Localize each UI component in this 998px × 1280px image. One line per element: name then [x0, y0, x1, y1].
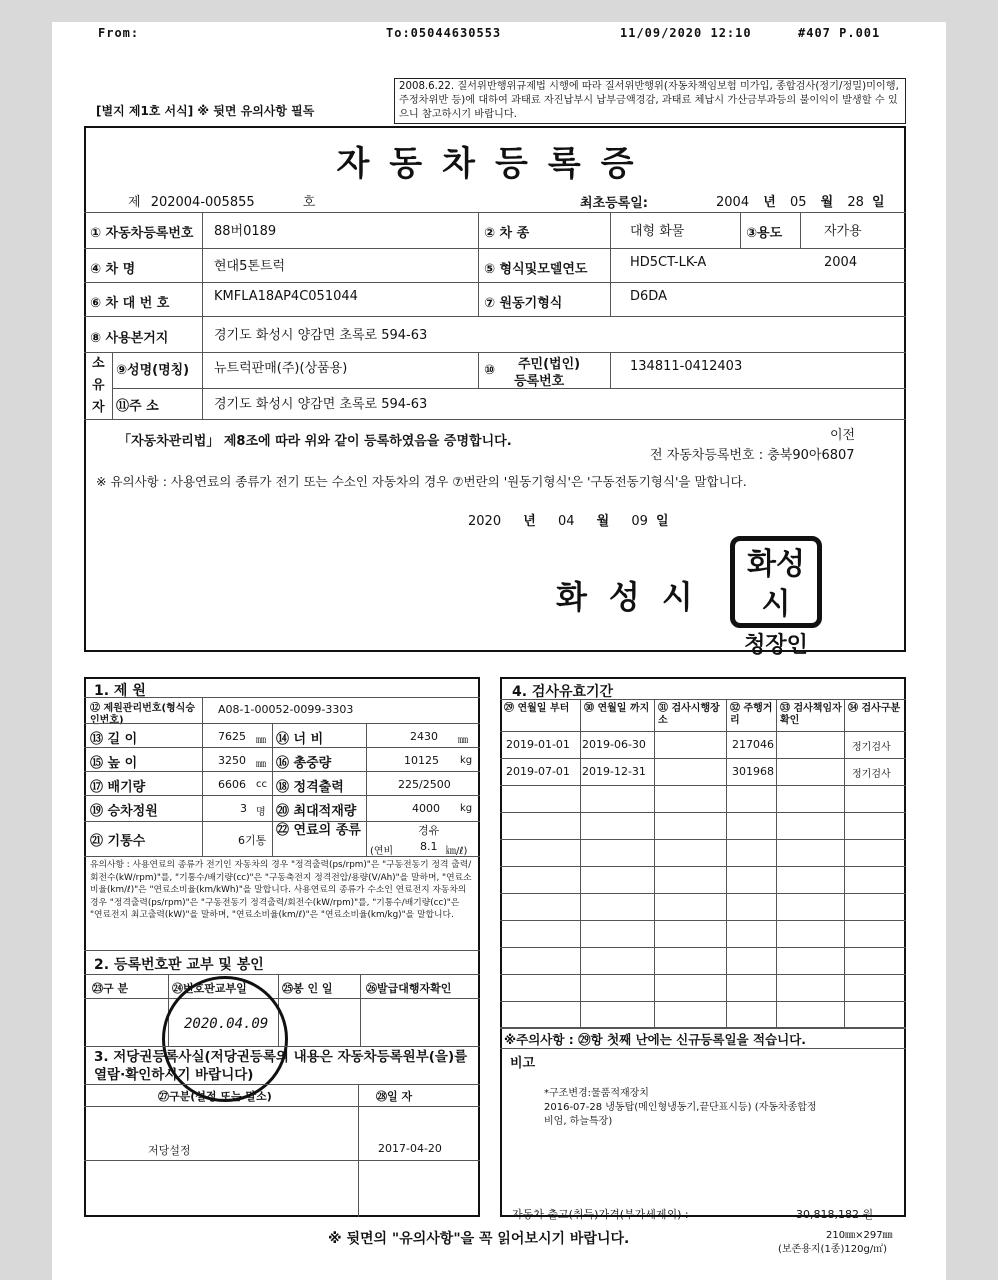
prev-label: 이전	[830, 428, 856, 443]
spec-mgmt: A08-1-00052-0099-3303	[218, 703, 354, 716]
inspection-cell-from: 2019-01-01	[506, 738, 570, 751]
inspection-footer: ※주의사항 : ㉙항 첫째 난에는 신규등록일을 적습니다.	[504, 1032, 807, 1047]
plate-label: ① 자동차등록번호	[90, 226, 194, 241]
power-value: 225/2500	[398, 778, 451, 791]
first-reg-day: 28	[847, 195, 864, 210]
weight-value: 10125	[404, 754, 439, 767]
row-plate	[84, 212, 906, 248]
mortgage-type: 저당설정	[148, 1144, 191, 1157]
pi-v3	[360, 974, 361, 1046]
cyl-value: 6기통	[238, 834, 267, 847]
issue-d: 일	[656, 514, 669, 529]
inspection-row-line	[500, 1001, 906, 1002]
seats-unit: 명	[256, 807, 266, 818]
ins-v1	[580, 699, 581, 1027]
row-name	[84, 248, 906, 282]
vline-6	[478, 352, 479, 388]
type-label: ② 차 종	[484, 226, 530, 241]
load-unit: kg	[460, 803, 473, 814]
inspection-heading: 4. 검사유효기간	[512, 684, 614, 700]
vline-4	[740, 212, 741, 248]
width-unit: ㎜	[458, 735, 468, 746]
ins-col-3: ㉛ 검사시행장소	[658, 703, 720, 726]
first-reg-label: 최초등록일:	[580, 196, 648, 211]
fax-header	[52, 24, 946, 44]
bottom-note: ※ 뒷면의 "유의사항"을 꼭 읽어보시기 바랍니다.	[328, 1231, 630, 1247]
page-title: 자동차등록증	[336, 144, 654, 184]
pi-col-2: ㉔번호판교부일	[172, 982, 247, 995]
issue-month: 04	[557, 514, 575, 529]
length-unit: ㎜	[256, 735, 266, 746]
length-value: 7625	[218, 730, 246, 743]
seats-label: ⑲ 승차정원	[90, 804, 158, 819]
weight-label: ⑯ 총중량	[276, 756, 332, 771]
ins-col-4: ㉜ 주행거리	[730, 703, 773, 726]
first-reg-year: 2004	[716, 195, 750, 210]
first-reg-y: 년	[763, 195, 776, 210]
owner-side-label: 소유자	[92, 356, 105, 415]
issue-day: 09	[631, 514, 648, 529]
inspection-row-line	[500, 812, 906, 813]
inspection-cell-km: 301968	[732, 765, 774, 778]
spec-h3	[84, 771, 480, 772]
spec-h0	[84, 697, 480, 698]
model-value: HD5CT-LK-A	[630, 255, 707, 270]
fuel-eff-unit: ㎞/ℓ)	[446, 846, 468, 857]
top-border	[0, 0, 998, 22]
fax-from: From:	[98, 26, 140, 40]
inspection-cell-km: 217046	[732, 738, 774, 751]
vin-label: ⑥ 차 대 번 호	[90, 296, 170, 311]
fax-datetime: 11/09/2020 12:10	[620, 26, 752, 40]
caution-text: ※ 유의사항 : 사용연료의 종류가 전기 또는 수소인 자동차의 경우 ⑦번란의 '원동기형식'은 '구동전동기형식'을 말합니다.	[96, 474, 747, 489]
cyl-label: ㉑ 기통수	[90, 834, 146, 849]
model-label: ⑤ 형식및모델연도	[484, 262, 588, 277]
mg-v1	[358, 1084, 359, 1217]
pi-col-3: ㉕봉 인 일	[282, 982, 333, 995]
fax-to: To:05044630553	[386, 26, 502, 40]
inspection-row-line	[500, 866, 906, 867]
vin-value: KMFLA18AP4C051044	[214, 289, 358, 304]
prev-plate: 전 자동차등록번호 : 충북90아6807	[650, 448, 855, 463]
weight-unit: kg	[460, 755, 473, 766]
left-border	[0, 0, 52, 1280]
first-reg-d: 일	[872, 195, 885, 210]
fuel-eff-label: (연비	[370, 846, 394, 857]
hline-owner	[112, 388, 906, 389]
inspection-row-line	[500, 947, 906, 948]
reg-no	[128, 191, 315, 210]
spec-v1	[202, 697, 203, 856]
inspection-row-line	[500, 1028, 906, 1029]
engine-label: ⑦ 원동기형식	[484, 296, 563, 311]
vline-2	[478, 212, 479, 316]
mortgage-date: 2017-04-20	[378, 1142, 442, 1155]
inspection-row-line	[500, 893, 906, 894]
inspection-row-line	[500, 758, 906, 759]
vline-3	[610, 212, 611, 316]
certify-text: 「자동차관리법」 제8조에 따라 위와 같이 등록하였음을 증명합니다.	[118, 434, 512, 449]
ins-h-foot	[500, 1027, 906, 1028]
mg-h2	[84, 1106, 480, 1107]
id-value: 134811-0412403	[630, 359, 743, 374]
issue-m: 월	[596, 514, 610, 529]
ins-col-1: ㉙ 연월일 부터	[504, 703, 570, 714]
vline-5	[800, 212, 801, 248]
mg-h3	[84, 1160, 480, 1161]
price-label: 자동차 출고(취득)가격(부가세제외) :	[512, 1208, 689, 1221]
remarks-line-1: *구조변경:물품적재장치	[544, 1088, 649, 1099]
price-value: 30,818,182 원	[796, 1208, 874, 1221]
length-label: ⑬ 길 이	[90, 732, 138, 747]
official-stamp	[730, 536, 822, 658]
ins-h-foot2	[500, 1048, 906, 1049]
fuel-label: ㉒ 연료의 종류	[276, 823, 361, 838]
issue-date	[468, 510, 669, 529]
use-label: ③용도	[746, 226, 783, 241]
vline-7	[610, 352, 611, 388]
spec-mgmt-label: ⑫ 제원관리번호(형식승인번호)	[90, 703, 195, 726]
fuel-value: 경유	[418, 824, 440, 837]
base-value: 경기도 화성시 양감면 초록로 594-63	[214, 328, 428, 343]
load-label: ⑳ 최대적재량	[276, 804, 357, 819]
ins-v3	[726, 699, 727, 1027]
pi-h3	[84, 1046, 480, 1047]
inspection-cell-from: 2019-07-01	[506, 765, 570, 778]
addr-value: 경기도 화성시 양감면 초록로 594-63	[214, 397, 428, 412]
addr-label: ⑪주 소	[116, 399, 159, 414]
width-label: ⑭ 너 비	[276, 732, 324, 747]
pi-col-4: ㉖발급대행자확인	[366, 982, 452, 995]
type-value: 대형 화물	[630, 224, 685, 239]
plate-value: 88버0189	[214, 224, 277, 239]
disp-label: ⑰ 배기량	[90, 780, 146, 795]
spec-h6	[84, 856, 480, 857]
first-reg-m: 월	[820, 195, 834, 210]
load-value: 4000	[412, 802, 440, 815]
stamp-line-1: 화성시	[747, 547, 805, 622]
stamp-line-2: 청장인	[744, 632, 808, 658]
ins-col-6: ㉞ 검사구분	[848, 703, 901, 714]
height-unit: ㎜	[256, 759, 266, 770]
row-base	[84, 316, 906, 352]
first-reg-month: 05	[789, 195, 807, 210]
fuel-eff-value: 8.1	[420, 840, 438, 853]
remarks-label: 비고	[510, 1056, 536, 1071]
width-value: 2430	[410, 730, 438, 743]
spec-h2	[84, 747, 480, 748]
spec-note: 유의사항 : 사용연료의 종류가 전기인 자동차의 경우 "정격출력(ps/rpm)"은 "구동전동기 정격 출력/회전수(kW/rpm)"를, "기통수/배기량(cc)"은 "구동축전지 정격전압/용량(V/Ah)"을 말하며, "연료소비율(km/ℓ)"은 "연료소비율(km/kWh)"을 말합니다. 사용연료의 종류가 수소인 연료전지 자동차의 경우 "정격출력(ps/rpm)"은 "구동전동기 정격출력/회전수(kW/rpm)"를, "기통수/배기량(cc)"은 "연료전지 최고출력(kW)"을 말하며, "연료소비율(km/ℓ)"은 "연료소비율(km/kg)"을 말합니다.	[90, 860, 472, 921]
reg-no-value: 202004-005855	[150, 195, 255, 210]
mg-col-2: ㉘일 자	[376, 1090, 413, 1103]
inspection-row-line	[500, 785, 906, 786]
notice-box: 2008.6.22. 질서위반행위규제법 시행에 따라 질서위반행위(자동차책임보험 미가입, 종합검사(정기/정밀)미이행, 주정차위반 등)에 대하여 과태료 자진납부시 납부금액경감, 과태료 체납시 가산금부과등의 불이익이 발생할 수 있으니 참고하시기 바랍니다.	[394, 78, 906, 124]
pi-h2	[84, 998, 480, 999]
owner-name-label: ⑨성명(명칭)	[116, 363, 190, 378]
fax-page: #407 P.001	[798, 26, 881, 40]
spec-v2	[272, 723, 273, 856]
ins-col-5: ㉝ 검사책임자 확인	[780, 703, 842, 726]
form-label: [별지 제1호 서식] ※ 뒷면 유의사항 필독	[96, 104, 315, 118]
name-value: 현대5톤트럭	[214, 259, 286, 274]
engine-value: D6DA	[630, 289, 667, 304]
ins-h0	[500, 699, 906, 700]
id-label-2: 등록번호	[514, 374, 565, 389]
height-label: ⑮ 높 이	[90, 756, 138, 771]
seats-value: 3	[240, 802, 247, 815]
inspection-cell-to: 2019-12-31	[582, 765, 646, 778]
ins-v5	[844, 699, 845, 1027]
mortgage-heading: 3. 저당권등록사실(저당권등록의 내용은 자동차등록원부(을)를 열람·확인하시기 바랍니다)	[94, 1049, 468, 1083]
name-label: ④ 차 명	[90, 262, 136, 277]
reg-no-prefix: 제	[128, 195, 141, 210]
use-value: 자가용	[824, 224, 862, 239]
ins-v2	[654, 699, 655, 1027]
inspection-cell-to: 2019-06-30	[582, 738, 646, 751]
ins-h1	[500, 731, 906, 732]
issue-y: 년	[523, 514, 536, 529]
remarks-line-3: 비엄, 하늘특장)	[544, 1116, 613, 1127]
mg-h1	[84, 1084, 480, 1085]
spec-h1	[84, 723, 480, 724]
inspection-cell-kind: 정기검사	[852, 769, 891, 780]
power-label: ⑱ 정격출력	[276, 780, 344, 795]
ins-col-2: ㉚ 연월일 까지	[584, 703, 650, 714]
disp-value: 6606	[218, 778, 246, 791]
inspection-row-line	[500, 920, 906, 921]
model-year: 2004	[824, 255, 858, 270]
spec-h7	[84, 950, 480, 951]
vline-owner	[112, 352, 113, 420]
id-circle: ⑩	[484, 363, 496, 378]
issuer-name: 화성시	[556, 578, 715, 616]
ins-v4	[776, 699, 777, 1027]
first-reg-date	[716, 191, 885, 210]
paper-kind: (보존용지(1종)120g/㎡)	[778, 1244, 888, 1255]
remarks-line-2: 2016-07-28 냉동탑(메인형냉동기,끝단표시등) (자동차종합정	[544, 1102, 817, 1113]
mg-col-1: ㉗구분(설정 또는 말소)	[158, 1090, 272, 1103]
owner-name-value: 뉴트럭판매(주)(상품용)	[214, 361, 348, 376]
pi-h1	[84, 974, 480, 975]
plate-issue-heading: 2. 등록번호판 교부 및 봉인	[94, 957, 264, 973]
disp-unit: cc	[256, 779, 267, 790]
reg-no-suffix: 호	[302, 195, 316, 210]
inspection-cell-kind: 정기검사	[852, 742, 891, 753]
id-label-1: 주민(법인)	[518, 357, 581, 372]
row-vin	[84, 282, 906, 316]
pi-col-1: ㉓구 분	[92, 982, 129, 995]
row-owner	[84, 352, 906, 420]
height-value: 3250	[218, 754, 246, 767]
right-border	[946, 0, 998, 1280]
inspection-row-line	[500, 839, 906, 840]
issue-year: 2020	[468, 514, 502, 529]
seal-date: 2020.04.09	[184, 1016, 269, 1032]
inspection-row-line	[500, 974, 906, 975]
spec-heading: 1. 제 원	[94, 683, 146, 699]
base-label: ⑧ 사용본거지	[90, 331, 169, 346]
spec-v3	[366, 723, 367, 856]
spec-h4	[84, 795, 480, 796]
paper-size: 210㎜×297㎜	[826, 1230, 893, 1241]
